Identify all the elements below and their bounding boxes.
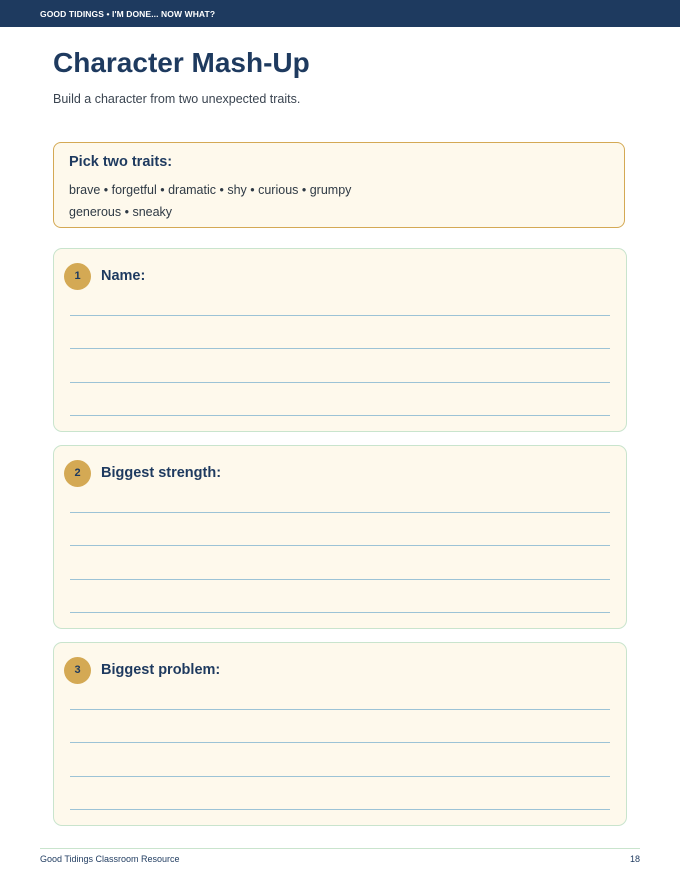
header-bar xyxy=(0,0,680,27)
writing-line[interactable] xyxy=(70,348,610,349)
writing-line[interactable] xyxy=(70,809,610,810)
writing-line[interactable] xyxy=(70,545,610,546)
traits-list-line: generous • sneaky xyxy=(69,205,173,219)
writing-line[interactable] xyxy=(70,579,610,580)
series-label: GOOD TIDINGS • I'M DONE... NOW WHAT? xyxy=(40,9,216,19)
prompt-card-strength xyxy=(53,445,627,629)
prompt-label: Biggest strength: xyxy=(101,465,222,481)
traits-heading: Pick two traits: xyxy=(69,154,173,170)
writing-line[interactable] xyxy=(70,612,610,613)
prompt-card-problem xyxy=(53,642,627,826)
prompt-label: Biggest problem: xyxy=(101,662,221,678)
step-number-badge: 1 xyxy=(64,263,91,290)
writing-line[interactable] xyxy=(70,709,610,710)
prompt-label: Name: xyxy=(101,268,146,284)
writing-line[interactable] xyxy=(70,315,610,316)
page-title: Character Mash-Up xyxy=(53,47,310,78)
footer-divider xyxy=(40,848,640,849)
writing-line[interactable] xyxy=(70,415,610,416)
step-number-badge: 3 xyxy=(64,657,91,684)
writing-line[interactable] xyxy=(70,776,610,777)
step-number-badge: 2 xyxy=(64,460,91,487)
page-subtitle: Build a character from two unexpected traits. xyxy=(53,92,301,106)
footer-resource-label: Good Tidings Classroom Resource xyxy=(40,854,180,864)
writing-line[interactable] xyxy=(70,742,610,743)
writing-line[interactable] xyxy=(70,382,610,383)
prompt-card-name xyxy=(53,248,627,432)
writing-line[interactable] xyxy=(70,512,610,513)
traits-box xyxy=(53,142,625,228)
traits-list-line: brave • forgetful • dramatic • shy • curious • grumpy xyxy=(69,183,352,197)
page-number: 18 xyxy=(629,854,640,864)
